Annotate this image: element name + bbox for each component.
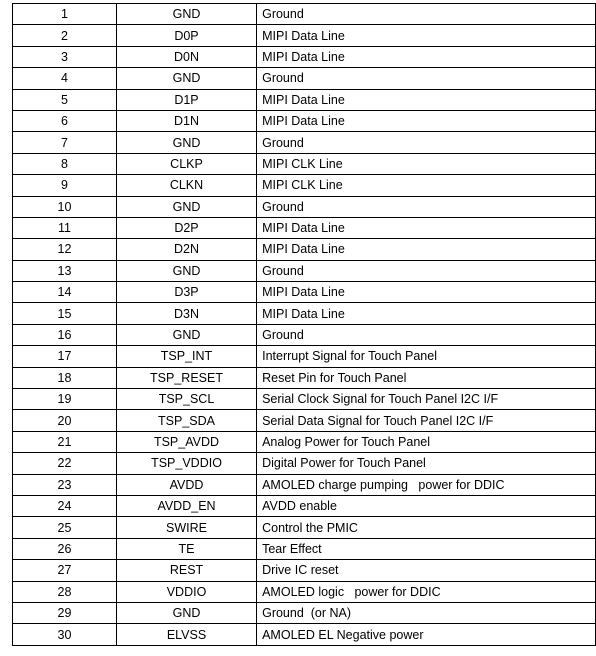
pin-number-cell: 10 [13, 196, 117, 217]
pin-description-cell: Serial Clock Signal for Touch Panel I2C I/F [257, 389, 596, 410]
table-row [13, 346, 596, 367]
table-row [13, 624, 596, 645]
pin-description-cell: MIPI CLK Line [257, 153, 596, 174]
pin-description-cell: Ground [257, 68, 596, 89]
pin-number-cell: 8 [13, 153, 117, 174]
table-row [13, 410, 596, 431]
pin-symbol-cell: GND [116, 196, 256, 217]
table-row [13, 324, 596, 345]
table-row [13, 217, 596, 238]
pin-number-cell: 24 [13, 495, 117, 516]
pin-number-cell: 25 [13, 517, 117, 538]
pin-symbol-cell: D2P [116, 217, 256, 238]
pin-description-cell: Tear Effect [257, 538, 596, 559]
pin-description-cell: MIPI Data Line [257, 239, 596, 260]
pin-number-cell: 1 [13, 4, 117, 25]
pin-symbol-cell: TSP_VDDIO [116, 453, 256, 474]
table-row [13, 4, 596, 25]
pin-number-cell: 15 [13, 303, 117, 324]
pin-symbol-cell: CLKN [116, 175, 256, 196]
pin-number-cell: 2 [13, 25, 117, 46]
pin-description-cell: AVDD enable [257, 495, 596, 516]
pin-symbol-cell: VDDIO [116, 581, 256, 602]
table-row [13, 282, 596, 303]
table-row [13, 538, 596, 559]
pin-description-cell: Ground [257, 4, 596, 25]
table-row [13, 110, 596, 131]
pin-description-cell: Ground [257, 260, 596, 281]
pin-description-cell: MIPI CLK Line [257, 175, 596, 196]
pin-number-cell: 26 [13, 538, 117, 559]
pin-number-cell: 13 [13, 260, 117, 281]
pin-number-cell: 22 [13, 453, 117, 474]
pin-description-cell: AMOLED logic power for DDIC [257, 581, 596, 602]
pin-symbol-cell: D1N [116, 110, 256, 131]
table-row [13, 25, 596, 46]
pin-number-cell: 17 [13, 346, 117, 367]
pin-description-cell: MIPI Data Line [257, 110, 596, 131]
pin-description-cell: MIPI Data Line [257, 217, 596, 238]
pin-number-cell: 16 [13, 324, 117, 345]
table-row [13, 175, 596, 196]
pin-description-cell: MIPI Data Line [257, 303, 596, 324]
pin-description-cell: Ground [257, 324, 596, 345]
table-row [13, 303, 596, 324]
pin-number-cell: 11 [13, 217, 117, 238]
pin-number-cell: 21 [13, 431, 117, 452]
pin-description-cell: MIPI Data Line [257, 46, 596, 67]
pin-symbol-cell: D1P [116, 89, 256, 110]
pin-symbol-cell: D3P [116, 282, 256, 303]
pin-description-cell: Interrupt Signal for Touch Panel [257, 346, 596, 367]
pin-description-cell: Reset Pin for Touch Panel [257, 367, 596, 388]
pin-description-cell: Digital Power for Touch Panel [257, 453, 596, 474]
pin-symbol-cell: SWIRE [116, 517, 256, 538]
pin-number-cell: 14 [13, 282, 117, 303]
pin-number-cell: 19 [13, 389, 117, 410]
table-row [13, 453, 596, 474]
pin-symbol-cell: D0N [116, 46, 256, 67]
pin-definition-table [12, 3, 596, 646]
pin-description-cell: MIPI Data Line [257, 25, 596, 46]
pin-description-cell: Ground [257, 132, 596, 153]
table-row [13, 367, 596, 388]
table-row [13, 431, 596, 452]
pin-number-cell: 3 [13, 46, 117, 67]
pin-symbol-cell: GND [116, 132, 256, 153]
table-row [13, 68, 596, 89]
pin-symbol-cell: GND [116, 324, 256, 345]
table-row [13, 196, 596, 217]
pin-description-cell: Drive IC reset [257, 560, 596, 581]
pin-description-cell: Control the PMIC [257, 517, 596, 538]
pin-symbol-cell: GND [116, 602, 256, 623]
table-row [13, 239, 596, 260]
pin-symbol-cell: AVDD_EN [116, 495, 256, 516]
pin-description-cell: Ground (or NA) [257, 602, 596, 623]
pin-symbol-cell: TSP_SDA [116, 410, 256, 431]
pin-number-cell: 9 [13, 175, 117, 196]
pin-table-body [13, 4, 596, 646]
pin-number-cell: 4 [13, 68, 117, 89]
pin-symbol-cell: GND [116, 260, 256, 281]
pin-symbol-cell: REST [116, 560, 256, 581]
table-row [13, 495, 596, 516]
pin-symbol-cell: ELVSS [116, 624, 256, 645]
pin-symbol-cell: GND [116, 4, 256, 25]
pin-number-cell: 30 [13, 624, 117, 645]
table-row [13, 560, 596, 581]
pin-symbol-cell: D2N [116, 239, 256, 260]
table-row [13, 260, 596, 281]
pin-symbol-cell: TE [116, 538, 256, 559]
pin-description-cell: Ground [257, 196, 596, 217]
table-row [13, 389, 596, 410]
pin-symbol-cell: CLKP [116, 153, 256, 174]
table-row [13, 46, 596, 67]
pin-description-cell: MIPI Data Line [257, 89, 596, 110]
table-row [13, 517, 596, 538]
pin-symbol-cell: TSP_RESET [116, 367, 256, 388]
pin-symbol-cell: TSP_SCL [116, 389, 256, 410]
pin-description-cell: Analog Power for Touch Panel [257, 431, 596, 452]
pin-description-cell: Serial Data Signal for Touch Panel I2C I/F [257, 410, 596, 431]
table-row [13, 132, 596, 153]
pin-number-cell: 12 [13, 239, 117, 260]
pin-symbol-cell: D0P [116, 25, 256, 46]
table-row [13, 474, 596, 495]
pin-number-cell: 18 [13, 367, 117, 388]
pin-number-cell: 6 [13, 110, 117, 131]
pin-description-cell: AMOLED charge pumping power for DDIC [257, 474, 596, 495]
table-row [13, 89, 596, 110]
pin-number-cell: 5 [13, 89, 117, 110]
table-row [13, 153, 596, 174]
pin-number-cell: 27 [13, 560, 117, 581]
pin-symbol-cell: TSP_INT [116, 346, 256, 367]
table-row [13, 602, 596, 623]
table-row [13, 581, 596, 602]
pin-description-cell: MIPI Data Line [257, 282, 596, 303]
pin-symbol-cell: GND [116, 68, 256, 89]
pin-symbol-cell: TSP_AVDD [116, 431, 256, 452]
pin-symbol-cell: D3N [116, 303, 256, 324]
pin-number-cell: 28 [13, 581, 117, 602]
pin-number-cell: 7 [13, 132, 117, 153]
pin-number-cell: 29 [13, 602, 117, 623]
pin-number-cell: 23 [13, 474, 117, 495]
pin-symbol-cell: AVDD [116, 474, 256, 495]
pin-number-cell: 20 [13, 410, 117, 431]
pin-description-cell: AMOLED EL Negative power [257, 624, 596, 645]
